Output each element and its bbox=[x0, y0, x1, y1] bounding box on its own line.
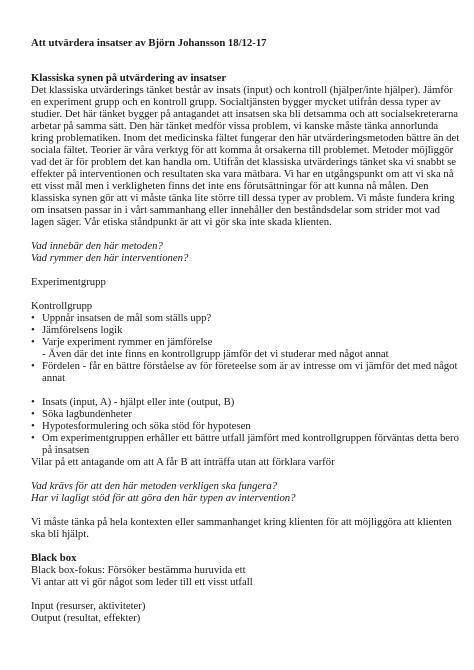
experimentgrupp-label: Experimentgrupp bbox=[31, 276, 106, 288]
paragraph-line: vad det är för problem det kan handla om. Utifrån det klassiska utvärderings tänket ska vi snabbt se bbox=[31, 156, 457, 168]
bullet-icon: • bbox=[31, 420, 35, 432]
paragraph-line: Det klassiska utvärderings tänket består av insats (input) och kontroll (hjälper/inte hjälper). Jämför bbox=[31, 84, 453, 96]
black-box-line: Black box-fokus: Försöker bestämma huruvida ett bbox=[31, 564, 246, 576]
bullet-item: Jämförelsens logik bbox=[42, 324, 123, 336]
paragraph-line: effekter på interventionen och resultaten ska vara mätbara. Vi har en utgångspunkt om att vi ska nå bbox=[31, 168, 454, 180]
paragraph-line: studier. Det här tänket bygger på antagandet att insatsen ska bli detsamma och att socialsekreterarna bbox=[31, 108, 459, 120]
question-line: Vad innebär den här metoden? bbox=[31, 240, 163, 252]
kontrollgrupp-label: Kontrollgrupp bbox=[31, 300, 93, 312]
paragraph-line: en experiment grupp och en kontroll grupp. Socialtjänsten bygger mycket utifrån dessa typer av bbox=[31, 96, 441, 108]
paragraph-line: om insatsen passar in i vårt sammanhang eller innehåller den beståndsdelar som strider mot vad bbox=[31, 204, 440, 216]
bullet-icon: • bbox=[31, 408, 35, 420]
bullet-item: Hypotesformulering och söka stöd för hypotesen bbox=[42, 420, 251, 432]
paragraph-line: arbetar på samma sätt. Den här tänket medför vissa problem, vi kanske måste tänka annorlunda bbox=[31, 120, 439, 132]
paragraph-line: kring problematiken. Inom det medicinska fältet fungerar den här utvärderingsmetoden bättre än det bbox=[31, 132, 460, 144]
bullet-item: Insats (input, A) - hjälpt eller inte (output, B) bbox=[42, 396, 235, 408]
bullet-icon: • bbox=[31, 432, 35, 444]
context-line: Vi måste tänka på hela kontexten eller sammanhanget kring klienten för att möjliggöra att klienten bbox=[31, 516, 452, 528]
bullet-icon: • bbox=[31, 336, 35, 348]
bullet-item: Uppnår insatsen de mål som ställs upp? bbox=[42, 312, 212, 324]
bullet-icon: • bbox=[31, 324, 35, 336]
bullet-item-continuation: på insatsen bbox=[42, 444, 90, 456]
question-line: Har vi lagligt stöd för att göra den här typen av intervention? bbox=[31, 492, 296, 504]
question-line: Vad krävs för att den här metoden verkligen ska fungera? bbox=[31, 480, 278, 492]
bullet-icon: • bbox=[31, 360, 35, 372]
black-box-line: Vi antar att vi gör något som leder till ett visst utfall bbox=[31, 576, 253, 588]
paragraph-line: klassiska synen gör att vi måste tänka lite större till dessa typer av problem. Vi måste fundera kring bbox=[31, 192, 455, 204]
section-heading-classic: Klassiska synen på utvärdering av insatser bbox=[31, 72, 227, 84]
document-title: Att utvärdera insatser av Björn Johansson 18/12-17 bbox=[31, 37, 267, 49]
bullet-icon: • bbox=[31, 396, 35, 408]
context-line: ska bli hjälpt. bbox=[31, 528, 89, 540]
question-line: Vad rymmer den här interventionen? bbox=[31, 252, 189, 264]
conclusion-line: Vilar på ett antagande om att A får B att inträffa utan att förklara varför bbox=[31, 456, 335, 468]
paragraph-line: lagen säger. Vår etiska ståndpunkt är att vi gör ska inte skada klienten. bbox=[31, 216, 332, 228]
section-heading-black-box: Black box bbox=[31, 552, 77, 564]
bullet-item: Fördelen - får en bättre förståelse av för företeelse som är av intresse om vi jämför det med något bbox=[42, 360, 458, 372]
bullet-subitem: - Även där det inte finns en kontrollgrupp jämför det vi studerar med något annat bbox=[42, 348, 389, 360]
bullet-item: Varje experiment rymmer en jämförelse bbox=[42, 336, 213, 348]
paragraph-line: sociala fältet. Teorier är våra verktyg för att komma åt orsakerna till problemet. Metoder möjliggör bbox=[31, 144, 454, 156]
bullet-icon: • bbox=[31, 312, 35, 324]
bullet-item-continuation: annat bbox=[42, 372, 66, 384]
bullet-item: Om experimentgruppen erhåller ett bättre utfall jämfört med kontrollgruppen förväntas detta bero bbox=[42, 432, 459, 444]
input-line: Input (resurser, aktiviteter) bbox=[31, 600, 146, 612]
output-line: Output (resultat, effekter) bbox=[31, 612, 141, 624]
bullet-item: Söka lagbundenheter bbox=[42, 408, 132, 420]
paragraph-line: ett visst mål men i verkligheten finns det inte ens förutsättningar för att kunna nå målen. Den bbox=[31, 180, 429, 192]
